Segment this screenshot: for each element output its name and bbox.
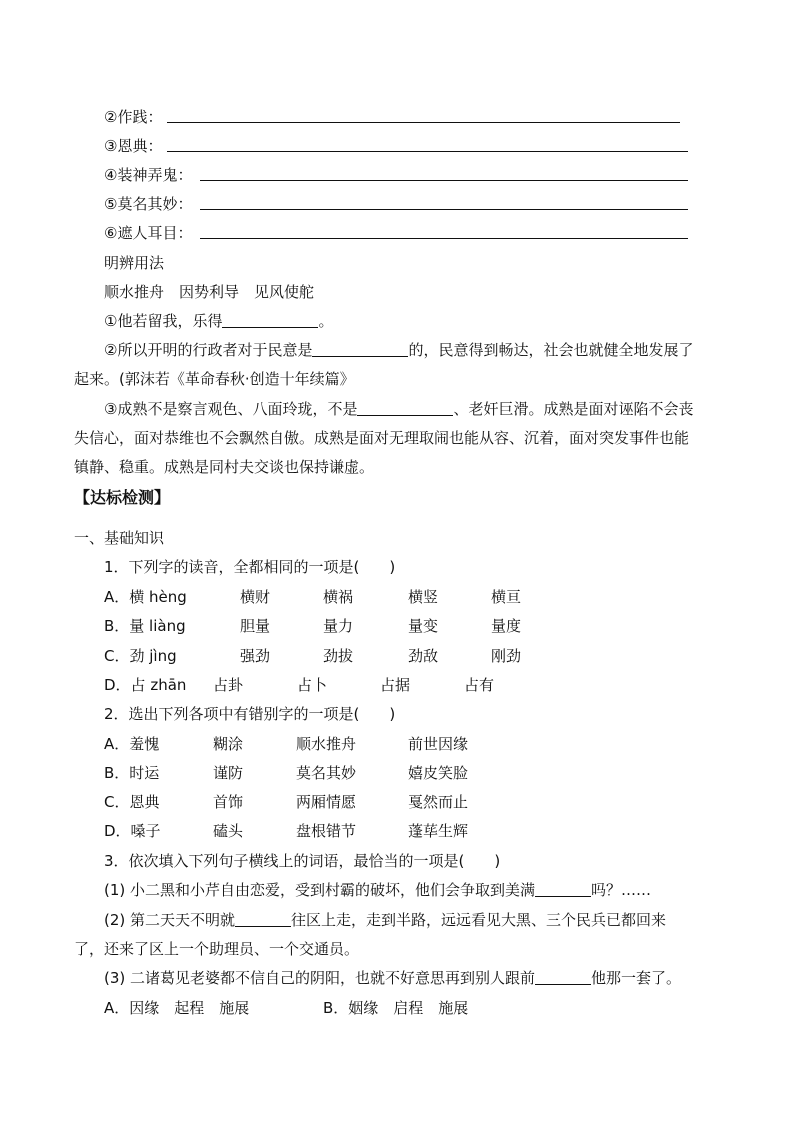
- option-word: 劲拔: [323, 647, 354, 665]
- question-1-stem: 1．下列字的读音，全都相同的一项是( ): [104, 558, 396, 576]
- answer-line[interactable]: [167, 108, 680, 123]
- option-word: 量变: [408, 617, 439, 635]
- definition-label: ②作践：: [104, 108, 163, 126]
- option-word: 占卜: [297, 676, 328, 694]
- option-word: 戛然而止: [408, 793, 469, 811]
- option-word: 量度: [491, 617, 522, 635]
- option-word: 首饰: [213, 793, 244, 811]
- definition-label: ⑥遮人耳目：: [104, 224, 193, 242]
- sentence-text: 、老奸巨滑。成熟是面对诬陷不会丧: [453, 400, 694, 418]
- option-word: 强劲: [240, 647, 271, 665]
- option-word: 糊涂: [213, 735, 244, 753]
- sentence-text: 吗？……: [591, 881, 652, 899]
- answer-option-b: B．姻缘 启程 施展: [323, 999, 469, 1017]
- option-word: 谨防: [213, 764, 244, 782]
- option-label: D．占 zhān: [104, 676, 187, 694]
- option-word: 占据: [380, 676, 411, 694]
- option-word: 两厢情愿: [296, 793, 357, 811]
- question-2-stem: 2．选出下列各项中有错别字的一项是( ): [104, 705, 396, 723]
- option-label: D．嗓子: [104, 822, 161, 840]
- usage-sentence-2-cont: 起来。(郭沫若《革命春秋·创造十年续篇》: [74, 370, 355, 388]
- answer-line[interactable]: [200, 195, 688, 210]
- option-word: 磕头: [213, 822, 244, 840]
- option-word: 横财: [240, 588, 271, 606]
- fill-blank[interactable]: [312, 342, 408, 357]
- answer-line[interactable]: [200, 166, 688, 181]
- sentence-text: ①他若留我，乐得: [104, 312, 223, 330]
- option-word: 蓬荜生辉: [408, 822, 469, 840]
- answer-line[interactable]: [167, 137, 688, 152]
- sentence-text: 往区上走，走到半路，远远看见大黑、三个民兵已都回来: [291, 911, 667, 929]
- definition-label: ③恩典：: [104, 137, 163, 155]
- option-label: A．横 hèng: [104, 588, 187, 606]
- option-label: C．恩典: [104, 793, 160, 811]
- option-word: 横亘: [491, 588, 522, 606]
- answer-line[interactable]: [200, 224, 688, 239]
- usage-sentence-2: [104, 340, 693, 360]
- option-label: A．羞愧: [104, 735, 160, 753]
- section-title: 【达标检测】: [74, 488, 171, 507]
- fill-blank[interactable]: [535, 882, 591, 897]
- sentence-text: ②所以开明的行政者对于民意是: [104, 341, 313, 359]
- option-label: B．量 liàng: [104, 617, 186, 635]
- option-word: 莫名其妙: [296, 764, 357, 782]
- fill-blank[interactable]: [235, 912, 291, 927]
- option-word: 占有: [464, 676, 495, 694]
- sentence-text: (1) 小二黑和小芹自由恋爱，受到村霸的破坏，他们会争取到美满: [104, 881, 536, 899]
- usage-sentence-3-cont: 镇静、稳重。成熟是同村夫交谈也保持谦虚。: [74, 458, 375, 476]
- option-word: 前世因缘: [408, 735, 469, 753]
- answer-option-a: A．因缘 起程 施展: [104, 999, 250, 1017]
- question-3-sentence-2-cont: 了，还来了区上一个助理员、一个交通员。: [74, 940, 360, 958]
- fill-blank[interactable]: [535, 970, 591, 985]
- sentence-text: (3) 二诸葛见老婆都不信自己的阴阳，也就不好意思再到别人跟前: [104, 969, 536, 987]
- usage-sentence-3-cont: 失信心，面对恭维也不会飘然自傲。成熟是面对无理取闹也能从容、沉着，面对突发事件也能: [74, 429, 690, 447]
- fill-blank[interactable]: [357, 401, 453, 416]
- option-word: 嬉皮笑脸: [408, 764, 469, 782]
- option-word: 盘根错节: [296, 822, 357, 840]
- option-word: 胆量: [240, 617, 271, 635]
- sentence-text: ③成熟不是察言观色、八面玲珑，不是: [104, 400, 358, 418]
- usage-options: 顺水推舟 因势利导 见风使舵: [104, 283, 315, 301]
- option-label: B．时运: [104, 764, 160, 782]
- option-word: 顺水推舟: [296, 735, 357, 753]
- question-3-sentence-3: [104, 968, 681, 988]
- option-word: 刚劲: [491, 647, 522, 665]
- option-word: 占卦: [213, 676, 244, 694]
- definition-label: ④装神弄鬼：: [104, 166, 193, 184]
- fill-blank[interactable]: [222, 313, 318, 328]
- option-word: 劲敌: [408, 647, 439, 665]
- sentence-text: 他那一套了。: [591, 969, 682, 987]
- usage-sentence-3: [104, 399, 693, 419]
- question-3-sentence-2: [104, 910, 666, 930]
- definition-label: ⑤莫名其妙：: [104, 195, 193, 213]
- option-word: 横祸: [323, 588, 354, 606]
- question-3-sentence-1: [104, 880, 651, 900]
- part-title: 一、基础知识: [74, 529, 165, 547]
- sentence-text: 的，民意得到畅达，社会也就健全地发展了: [408, 341, 694, 359]
- option-word: 横竖: [408, 588, 439, 606]
- sentence-text: (2) 第二天天不明就: [104, 911, 236, 929]
- sentence-text: 。: [318, 312, 334, 330]
- option-label: C．劲 jìng: [104, 647, 177, 665]
- usage-title: 明辨用法: [104, 254, 165, 272]
- option-word: 量力: [323, 617, 354, 635]
- usage-sentence-1: [104, 311, 333, 331]
- question-3-stem: 3．依次填入下列句子横线上的词语，最恰当的一项是( ): [104, 852, 501, 870]
